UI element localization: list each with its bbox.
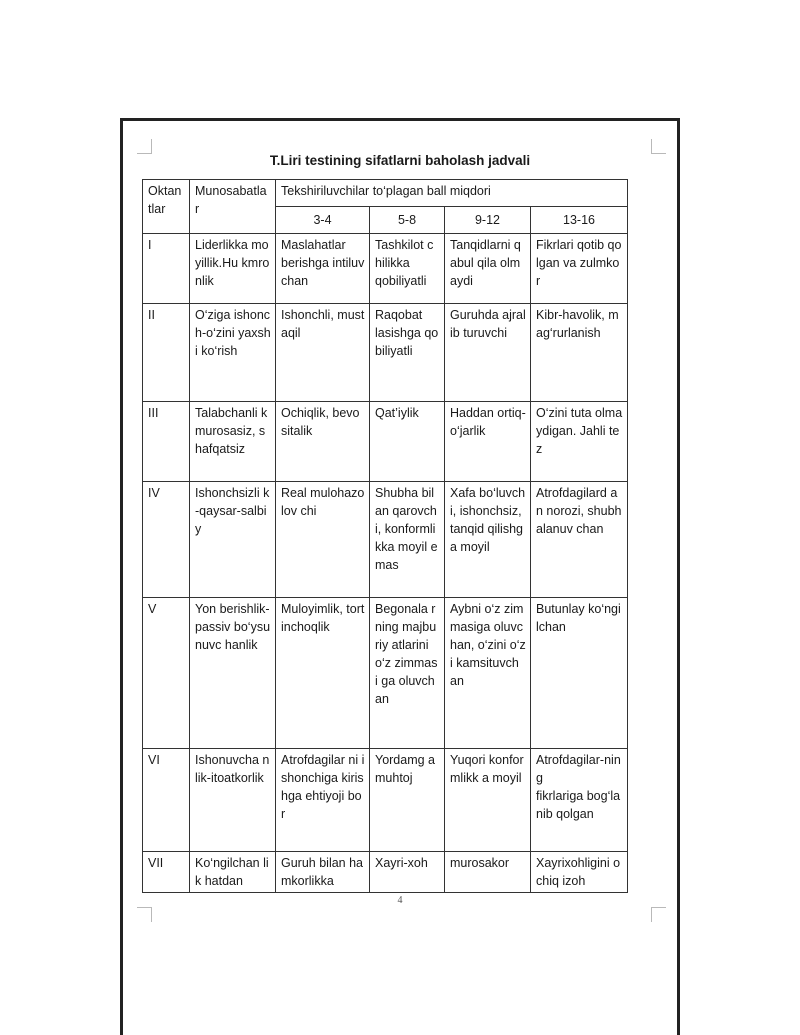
score-cell: murosakor <box>445 852 531 893</box>
score-cell: Atrofdagilar ni ishonchiga kirishga ehtiyoji bor <box>276 749 370 852</box>
score-cell: Yuqori konformlikk a moyil <box>445 749 531 852</box>
relation-cell: Ko‘ngilchan lik hatdan <box>190 852 276 893</box>
score-cell: Yordamg a muhtoj <box>370 749 445 852</box>
score-cell: Begonala rning majburiy atlarini o‘z zimmasi ga oluvchan <box>370 598 445 749</box>
score-cell: O‘zini tuta olmaydigan. Jahli tez <box>531 402 628 482</box>
relation-cell: Yon berishlik-passiv bo‘ysunuvc hanlik <box>190 598 276 749</box>
header-score-group: Tekshiriluvchilar to‘plagan ball miqdori <box>276 180 628 207</box>
score-cell: Atrofdagilard an norozi, shubhalanuv chan <box>531 482 628 598</box>
table-row <box>143 482 628 598</box>
score-cell: Ishonchli, mustaqil <box>276 304 370 402</box>
relation-cell: Ishonchsizli k-qaysar-salbiy <box>190 482 276 598</box>
octant-cell: II <box>143 304 190 402</box>
octant-cell: III <box>143 402 190 482</box>
table-row <box>143 852 628 893</box>
corner-mark-top-left <box>137 139 152 154</box>
range-header: 5-8 <box>370 207 445 234</box>
corner-mark-bottom-left <box>137 907 152 922</box>
table-row <box>143 598 628 749</box>
table-row <box>143 749 628 852</box>
octant-cell: IV <box>143 482 190 598</box>
range-header: 13-16 <box>531 207 628 234</box>
score-cell: Aybni o‘z zimmasiga oluvchan, o‘zini o‘zi kamsituvch an <box>445 598 531 749</box>
page-title: T.Liri testining sifatlarni baholash jadvali <box>269 153 531 168</box>
octant-cell: VII <box>143 852 190 893</box>
score-cell: Fikrlari qotib qolgan va zulmkor <box>531 234 628 304</box>
range-header: 9-12 <box>445 207 531 234</box>
score-cell: Butunlay ko‘ngilchan <box>531 598 628 749</box>
header-octants: Oktan tlar <box>143 180 190 234</box>
score-cell: Muloyimlik, tortinchoqlik <box>276 598 370 749</box>
octant-cell: V <box>143 598 190 749</box>
score-cell: Ochiqlik, bevositalik <box>276 402 370 482</box>
range-header: 3-4 <box>276 207 370 234</box>
score-cell: Qat’iylik <box>370 402 445 482</box>
score-cell: Guruhda ajralib turuvchi <box>445 304 531 402</box>
score-cell: Atrofdagilar-ning fikrlariga bog‘lanib qolgan <box>531 749 628 852</box>
table-header-row <box>143 180 628 207</box>
assessment-table <box>142 179 628 893</box>
relation-cell: O‘ziga ishonch-o‘zini yaxshi ko‘rish <box>190 304 276 402</box>
relation-cell: Talabchanli k murosasiz, shafqatsiz <box>190 402 276 482</box>
score-cell: Haddan ortiq-o‘jarlik <box>445 402 531 482</box>
header-relations: Munosabatla r <box>190 180 276 234</box>
octant-cell: I <box>143 234 190 304</box>
table-row <box>143 234 628 304</box>
relation-cell: Ishonuvcha nlik-itoatkorlik <box>190 749 276 852</box>
octant-cell: VI <box>143 749 190 852</box>
score-cell: Xayrixohligini ochiq izoh <box>531 852 628 893</box>
document-page <box>120 118 680 1035</box>
table-row <box>143 304 628 402</box>
score-cell: Maslahatlar berishga intiluvchan <box>276 234 370 304</box>
score-cell: Shubha bilan qarovchi, konformli kka moyil emas <box>370 482 445 598</box>
score-cell: Raqobat lasishga qobiliyatli <box>370 304 445 402</box>
table-row <box>143 402 628 482</box>
score-cell: Xafa bo‘luvchi, ishonchsiz, tanqid qilishga moyil <box>445 482 531 598</box>
page-number: 4 <box>397 895 403 906</box>
corner-mark-bottom-right <box>651 907 666 922</box>
relation-cell: Liderlikka moyillik.Hu kmronlik <box>190 234 276 304</box>
score-cell: Xayri-xoh <box>370 852 445 893</box>
score-cell: Tanqidlarni qabul qila olmaydi <box>445 234 531 304</box>
score-cell: Tashkilot chilikka qobiliyatli <box>370 234 445 304</box>
corner-mark-top-right <box>651 139 666 154</box>
score-cell: Guruh bilan hamkorlikka <box>276 852 370 893</box>
score-cell: Kibr-havolik, mag‘rurlanish <box>531 304 628 402</box>
score-cell: Real mulohazolov chi <box>276 482 370 598</box>
